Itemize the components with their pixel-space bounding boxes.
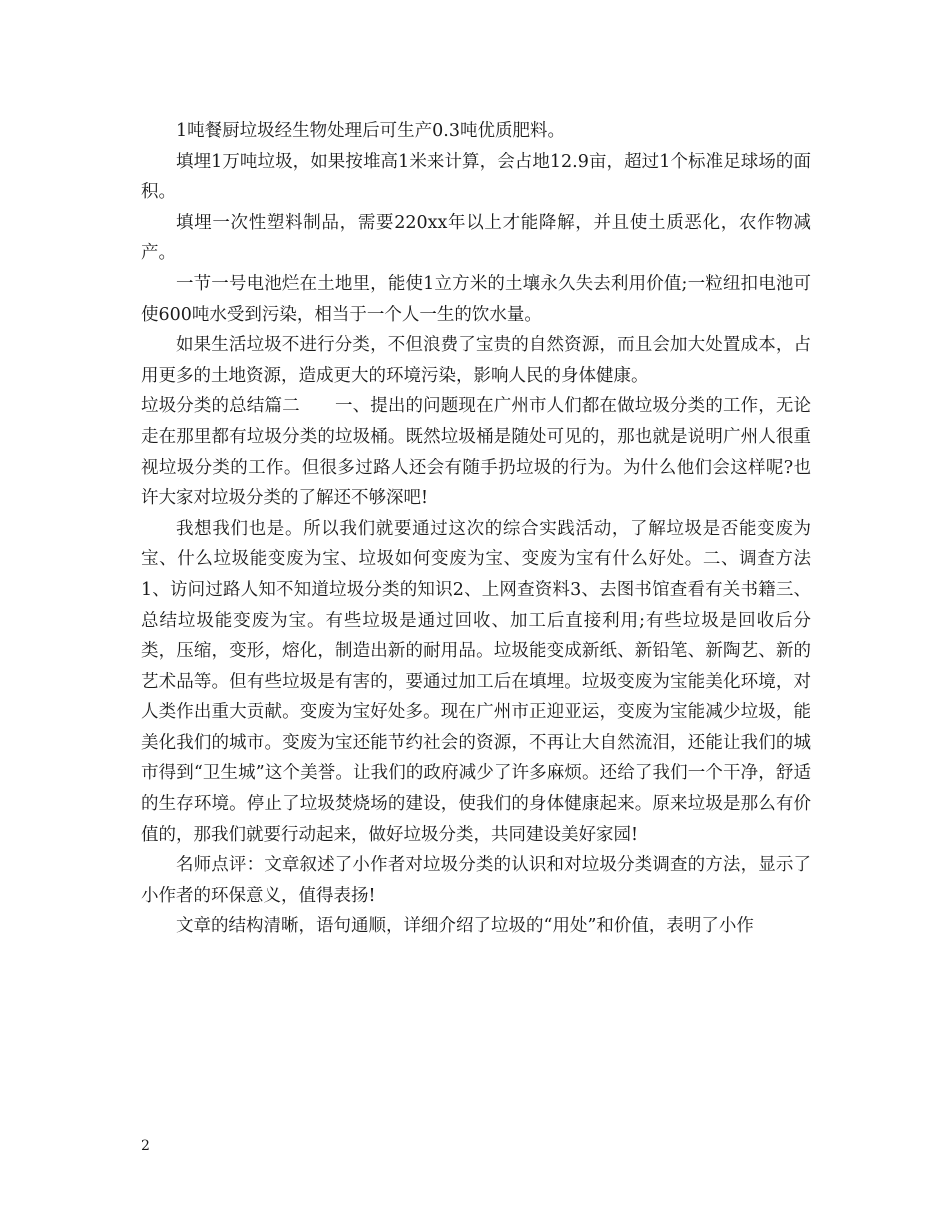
paragraph-practice-activity: 我想我们也是。所以我们就要通过这次的综合实践活动，了解垃圾是否能变废为宝、什么垃圾能变废为宝、垃圾如何变废为宝、变废为宝有什么好处。二、调查方法1、访问过路人知不知道垃圾分类的知识2、上网查资料3、去图书馆查看有关书籍三、总结垃圾能变废为宝。有些垃圾是通过回收、加工后直接利用;有些垃圾是回收后分类，压缩，变形，熔化，制造出新的耐用品。垃圾能变成新纸、新铅笔、新陶艺、新的艺术品等。但有些垃圾是有害的，要通过加工后在填埋。垃圾变废为宝能美化环境，对人类作出重大贡献。变废为宝好处多。现在广州市正迎亚运，变废为宝能减少垃圾，能美化我们的城市。变废为宝还能节约社会的资源，不再让大自然流泪，还能让我们的城市得到“卫生城”这个美誉。让我们的政府减少了许多麻烦。还给了我们一个干净，舒适的生存环境。停止了垃圾焚烧场的建设，使我们的身体健康起来。原来垃圾是那么有价值的，那我们就要行动起来，做好垃圾分类，共同建设美好家园! [141, 518, 811, 845]
paragraph-plastic-degradation: 填埋一次性塑料制品，需要220xx年以上才能降解，并且使土质恶化，农作物减产。 [141, 212, 811, 264]
paragraph-landfill-area: 填埋1万吨垃圾，如果按堆高1米来计算，会占地12.9亩，超过1个标准足球场的面积。 [141, 151, 811, 203]
body-text [141, 116, 811, 942]
paragraph-teacher-comment: 名师点评：文章叙述了小作者对垃圾分类的认识和对垃圾分类调查的方法，显示了小作者的环保意义，值得表扬! [141, 855, 811, 906]
paragraph-summary-part-two: 垃圾分类的总结篇二 一、提出的问题现在广州市人们都在做垃圾分类的工作，无论走在那里都有垃圾分类的垃圾桶。既然垃圾桶是随处可见的，那也就是说明广州人很重视垃圾分类的工作。但很多过路人还会有随手扔垃圾的行为。为什么他们会这样呢?也许大家对垃圾分类的了解还不够深吧! [141, 396, 811, 509]
paragraph-battery-pollution: 一节一号电池烂在土地里，能使1立方米的土壤永久失去利用价值;一粒纽扣电池可使600吨水受到污染，相当于一个人一生的饮水量。 [141, 273, 811, 325]
paragraph-structure-comment: 文章的结构清晰，语句通顺，详细介绍了垃圾的“用处”和价值，表明了小作 [176, 916, 754, 937]
paragraph-sorting-importance: 如果生活垃圾不进行分类，不但浪费了宝贵的自然资源，而且会加大处置成本，占用更多的土地资源，造成更大的环境污染，影响人民的身体健康。 [141, 335, 811, 386]
page-number: 2 [141, 1138, 150, 1154]
paragraph-kitchen-waste: 1吨餐厨垃圾经生物处理后可生产0.3吨优质肥料。 [176, 121, 565, 141]
